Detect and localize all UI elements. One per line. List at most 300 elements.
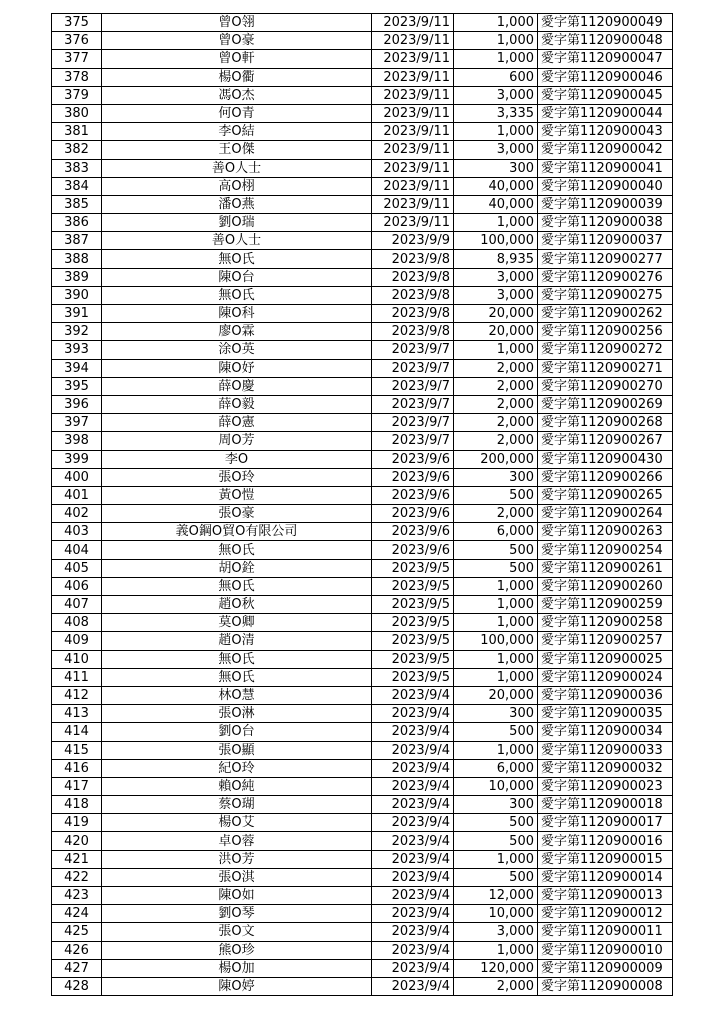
row-number-cell: 400 (52, 468, 102, 486)
table-row (52, 596, 673, 614)
receipt-number-cell: 愛字第1120900010 (538, 941, 673, 959)
donor-name-cell: 薛O慶 (102, 377, 372, 395)
donation-date-cell: 2023/9/11 (372, 50, 454, 68)
donation-date-cell: 2023/9/4 (372, 705, 454, 723)
donation-date-cell: 2023/9/11 (372, 141, 454, 159)
donation-amount-cell: 1,000 (454, 341, 538, 359)
donation-date-cell: 2023/9/11 (372, 68, 454, 86)
receipt-number-cell: 愛字第1120900258 (538, 614, 673, 632)
receipt-number-cell: 愛字第1120900041 (538, 159, 673, 177)
table-row (52, 686, 673, 704)
donation-date-cell: 2023/9/6 (372, 450, 454, 468)
donor-name-cell: 陳O妤 (102, 359, 372, 377)
receipt-number-cell: 愛字第1120900256 (538, 323, 673, 341)
donation-amount-cell: 300 (454, 705, 538, 723)
donor-name-cell: 趙O秋 (102, 596, 372, 614)
row-number-cell: 387 (52, 232, 102, 250)
row-number-cell: 392 (52, 323, 102, 341)
row-number-cell: 383 (52, 159, 102, 177)
row-number-cell: 386 (52, 214, 102, 232)
donor-name-cell: 曾O軒 (102, 50, 372, 68)
donation-date-cell: 2023/9/8 (372, 250, 454, 268)
donation-date-cell: 2023/9/11 (372, 14, 454, 32)
receipt-number-cell: 愛字第1120900034 (538, 723, 673, 741)
donation-date-cell: 2023/9/7 (372, 395, 454, 413)
receipt-number-cell: 愛字第1120900261 (538, 559, 673, 577)
donation-date-cell: 2023/9/5 (372, 668, 454, 686)
row-number-cell: 388 (52, 250, 102, 268)
donation-date-cell: 2023/9/4 (372, 759, 454, 777)
donation-date-cell: 2023/9/8 (372, 268, 454, 286)
donation-amount-cell: 6,000 (454, 523, 538, 541)
donation-date-cell: 2023/9/11 (372, 159, 454, 177)
receipt-number-cell: 愛字第1120900047 (538, 50, 673, 68)
donation-amount-cell: 500 (454, 723, 538, 741)
receipt-number-cell: 愛字第1120900259 (538, 596, 673, 614)
table-row (52, 286, 673, 304)
receipt-number-cell: 愛字第1120900036 (538, 686, 673, 704)
donation-amount-cell: 1,000 (454, 941, 538, 959)
donor-name-cell: 張O文 (102, 923, 372, 941)
donation-date-cell: 2023/9/8 (372, 323, 454, 341)
donation-date-cell: 2023/9/4 (372, 796, 454, 814)
donation-amount-cell: 2,000 (454, 505, 538, 523)
donation-date-cell: 2023/9/11 (372, 104, 454, 122)
donation-date-cell: 2023/9/4 (372, 686, 454, 704)
table-row (52, 50, 673, 68)
donation-date-cell: 2023/9/11 (372, 86, 454, 104)
donor-name-cell: 李O結 (102, 123, 372, 141)
donation-amount-cell: 500 (454, 868, 538, 886)
donor-name-cell: 無O氏 (102, 668, 372, 686)
table-row (52, 141, 673, 159)
donor-name-cell: 薛O毅 (102, 395, 372, 413)
donor-name-cell: 張O豪 (102, 505, 372, 523)
donor-name-cell: 張O淇 (102, 868, 372, 886)
donation-date-cell: 2023/9/4 (372, 941, 454, 959)
donation-amount-cell: 500 (454, 541, 538, 559)
receipt-number-cell: 愛字第1120900017 (538, 814, 673, 832)
row-number-cell: 415 (52, 741, 102, 759)
row-number-cell: 376 (52, 32, 102, 50)
row-number-cell: 423 (52, 887, 102, 905)
donation-amount-cell: 3,335 (454, 104, 538, 122)
row-number-cell: 379 (52, 86, 102, 104)
receipt-number-cell: 愛字第1120900043 (538, 123, 673, 141)
receipt-number-cell: 愛字第1120900012 (538, 905, 673, 923)
donation-date-cell: 2023/9/4 (372, 777, 454, 795)
donor-name-cell: 陳O婷 (102, 977, 372, 995)
receipt-number-cell: 愛字第1120900276 (538, 268, 673, 286)
row-number-cell: 380 (52, 104, 102, 122)
row-number-cell: 427 (52, 959, 102, 977)
receipt-number-cell: 愛字第1120900009 (538, 959, 673, 977)
receipt-number-cell: 愛字第1120900014 (538, 868, 673, 886)
donor-name-cell: 蔡O瑚 (102, 796, 372, 814)
row-number-cell: 402 (52, 505, 102, 523)
receipt-number-cell: 愛字第1120900035 (538, 705, 673, 723)
row-number-cell: 382 (52, 141, 102, 159)
donation-amount-cell: 20,000 (454, 686, 538, 704)
donor-name-cell: 涂O英 (102, 341, 372, 359)
table-row (52, 796, 673, 814)
donor-name-cell: 洪O芳 (102, 850, 372, 868)
donor-name-cell: 劉O琴 (102, 905, 372, 923)
receipt-number-cell: 愛字第1120900025 (538, 650, 673, 668)
table-row (52, 123, 673, 141)
donation-date-cell: 2023/9/7 (372, 341, 454, 359)
receipt-number-cell: 愛字第1120900040 (538, 177, 673, 195)
receipt-number-cell: 愛字第1120900011 (538, 923, 673, 941)
receipt-number-cell: 愛字第1120900033 (538, 741, 673, 759)
row-number-cell: 396 (52, 395, 102, 413)
row-number-cell: 381 (52, 123, 102, 141)
donor-name-cell: 莫O卿 (102, 614, 372, 632)
donation-table-body (52, 14, 673, 996)
donation-amount-cell: 8,935 (454, 250, 538, 268)
donation-date-cell: 2023/9/5 (372, 559, 454, 577)
donation-date-cell: 2023/9/7 (372, 377, 454, 395)
row-number-cell: 421 (52, 850, 102, 868)
receipt-number-cell: 愛字第1120900048 (538, 32, 673, 50)
table-row (52, 159, 673, 177)
donation-amount-cell: 2,000 (454, 432, 538, 450)
donor-name-cell: 劉O台 (102, 723, 372, 741)
table-row (52, 505, 673, 523)
donation-amount-cell: 100,000 (454, 632, 538, 650)
donation-date-cell: 2023/9/5 (372, 596, 454, 614)
donor-name-cell: 廖O霖 (102, 323, 372, 341)
donation-amount-cell: 1,000 (454, 650, 538, 668)
donor-name-cell: 黃O愷 (102, 486, 372, 504)
row-number-cell: 375 (52, 14, 102, 32)
donation-amount-cell: 10,000 (454, 905, 538, 923)
row-number-cell: 391 (52, 305, 102, 323)
donation-date-cell: 2023/9/4 (372, 905, 454, 923)
donation-table (51, 13, 673, 996)
receipt-number-cell: 愛字第1120900269 (538, 395, 673, 413)
table-row (52, 705, 673, 723)
donation-date-cell: 2023/9/11 (372, 195, 454, 213)
donor-name-cell: 陳O科 (102, 305, 372, 323)
donation-date-cell: 2023/9/6 (372, 468, 454, 486)
row-number-cell: 424 (52, 905, 102, 923)
donation-amount-cell: 2,000 (454, 377, 538, 395)
table-row (52, 541, 673, 559)
donation-amount-cell: 40,000 (454, 195, 538, 213)
table-row (52, 32, 673, 50)
donation-amount-cell: 20,000 (454, 305, 538, 323)
receipt-number-cell: 愛字第1120900430 (538, 450, 673, 468)
donation-date-cell: 2023/9/4 (372, 887, 454, 905)
donor-name-cell: 潘O燕 (102, 195, 372, 213)
donor-name-cell: 善O人士 (102, 159, 372, 177)
row-number-cell: 407 (52, 596, 102, 614)
donation-date-cell: 2023/9/4 (372, 723, 454, 741)
donation-date-cell: 2023/9/7 (372, 414, 454, 432)
donor-name-cell: 馮O杰 (102, 86, 372, 104)
donor-name-cell: 高O栩 (102, 177, 372, 195)
donation-date-cell: 2023/9/7 (372, 432, 454, 450)
table-row (52, 250, 673, 268)
donation-date-cell: 2023/9/4 (372, 832, 454, 850)
table-row (52, 450, 673, 468)
row-number-cell: 422 (52, 868, 102, 886)
donation-amount-cell: 1,000 (454, 596, 538, 614)
table-row (52, 741, 673, 759)
donation-date-cell: 2023/9/11 (372, 123, 454, 141)
table-row (52, 486, 673, 504)
receipt-number-cell: 愛字第1120900262 (538, 305, 673, 323)
table-row (52, 86, 673, 104)
donation-amount-cell: 3,000 (454, 268, 538, 286)
donor-name-cell: 薛O憲 (102, 414, 372, 432)
donor-name-cell: 林O慧 (102, 686, 372, 704)
donation-amount-cell: 2,000 (454, 977, 538, 995)
donor-name-cell: 無O氏 (102, 650, 372, 668)
receipt-number-cell: 愛字第1120900008 (538, 977, 673, 995)
donation-date-cell: 2023/9/4 (372, 814, 454, 832)
donor-name-cell: 陳O台 (102, 268, 372, 286)
table-row (52, 305, 673, 323)
donor-name-cell: 楊O加 (102, 959, 372, 977)
receipt-number-cell: 愛字第1120900260 (538, 577, 673, 595)
receipt-number-cell: 愛字第1120900037 (538, 232, 673, 250)
donor-name-cell: 張O玲 (102, 468, 372, 486)
row-number-cell: 389 (52, 268, 102, 286)
donation-date-cell: 2023/9/6 (372, 523, 454, 541)
donation-amount-cell: 10,000 (454, 777, 538, 795)
table-row (52, 232, 673, 250)
row-number-cell: 425 (52, 923, 102, 941)
row-number-cell: 395 (52, 377, 102, 395)
row-number-cell: 419 (52, 814, 102, 832)
receipt-number-cell: 愛字第1120900266 (538, 468, 673, 486)
row-number-cell: 417 (52, 777, 102, 795)
table-row (52, 104, 673, 122)
donation-amount-cell: 120,000 (454, 959, 538, 977)
receipt-number-cell: 愛字第1120900277 (538, 250, 673, 268)
row-number-cell: 405 (52, 559, 102, 577)
receipt-number-cell: 愛字第1120900272 (538, 341, 673, 359)
donation-date-cell: 2023/9/4 (372, 959, 454, 977)
donation-date-cell: 2023/9/7 (372, 359, 454, 377)
table-row (52, 887, 673, 905)
receipt-number-cell: 愛字第1120900257 (538, 632, 673, 650)
donor-name-cell: 劉O瑞 (102, 214, 372, 232)
donation-date-cell: 2023/9/8 (372, 286, 454, 304)
table-row (52, 559, 673, 577)
table-row (52, 850, 673, 868)
donation-date-cell: 2023/9/4 (372, 741, 454, 759)
table-row (52, 268, 673, 286)
donor-name-cell: 楊O艾 (102, 814, 372, 832)
table-row (52, 177, 673, 195)
donation-amount-cell: 20,000 (454, 323, 538, 341)
donor-name-cell: 王O傑 (102, 141, 372, 159)
donation-amount-cell: 3,000 (454, 286, 538, 304)
donation-amount-cell: 1,000 (454, 123, 538, 141)
receipt-number-cell: 愛字第1120900254 (538, 541, 673, 559)
row-number-cell: 385 (52, 195, 102, 213)
donation-amount-cell: 300 (454, 468, 538, 486)
donor-name-cell: 無O氏 (102, 577, 372, 595)
receipt-number-cell: 愛字第1120900032 (538, 759, 673, 777)
donation-amount-cell: 100,000 (454, 232, 538, 250)
row-number-cell: 416 (52, 759, 102, 777)
receipt-number-cell: 愛字第1120900267 (538, 432, 673, 450)
donor-name-cell: 無O氏 (102, 250, 372, 268)
table-row (52, 759, 673, 777)
donation-amount-cell: 1,000 (454, 614, 538, 632)
table-row (52, 832, 673, 850)
donor-name-cell: 張O顯 (102, 741, 372, 759)
donation-amount-cell: 500 (454, 486, 538, 504)
donation-amount-cell: 1,000 (454, 214, 538, 232)
table-row (52, 14, 673, 32)
donation-date-cell: 2023/9/5 (372, 650, 454, 668)
table-row (52, 323, 673, 341)
donation-amount-cell: 12,000 (454, 887, 538, 905)
donor-name-cell: 曾O豪 (102, 32, 372, 50)
donation-amount-cell: 2,000 (454, 395, 538, 413)
donation-date-cell: 2023/9/6 (372, 541, 454, 559)
row-number-cell: 414 (52, 723, 102, 741)
table-row (52, 214, 673, 232)
row-number-cell: 406 (52, 577, 102, 595)
receipt-number-cell: 愛字第1120900024 (538, 668, 673, 686)
row-number-cell: 390 (52, 286, 102, 304)
donation-amount-cell: 3,000 (454, 141, 538, 159)
donor-name-cell: 趙O清 (102, 632, 372, 650)
donation-amount-cell: 1,000 (454, 850, 538, 868)
receipt-number-cell: 愛字第1120900013 (538, 887, 673, 905)
donor-name-cell: 無O氏 (102, 541, 372, 559)
receipt-number-cell: 愛字第1120900049 (538, 14, 673, 32)
receipt-number-cell: 愛字第1120900046 (538, 68, 673, 86)
donor-name-cell: 善O人士 (102, 232, 372, 250)
donation-amount-cell: 500 (454, 814, 538, 832)
row-number-cell: 413 (52, 705, 102, 723)
row-number-cell: 399 (52, 450, 102, 468)
row-number-cell: 412 (52, 686, 102, 704)
donation-amount-cell: 1,000 (454, 668, 538, 686)
donation-date-cell: 2023/9/4 (372, 923, 454, 941)
row-number-cell: 418 (52, 796, 102, 814)
row-number-cell: 428 (52, 977, 102, 995)
donor-name-cell: 無O氏 (102, 286, 372, 304)
table-row (52, 341, 673, 359)
table-row (52, 632, 673, 650)
donation-amount-cell: 1,000 (454, 32, 538, 50)
table-row (52, 941, 673, 959)
donation-amount-cell: 3,000 (454, 86, 538, 104)
receipt-number-cell: 愛字第1120900263 (538, 523, 673, 541)
donation-date-cell: 2023/9/4 (372, 977, 454, 995)
row-number-cell: 410 (52, 650, 102, 668)
row-number-cell: 377 (52, 50, 102, 68)
row-number-cell: 401 (52, 486, 102, 504)
receipt-number-cell: 愛字第1120900045 (538, 86, 673, 104)
donor-name-cell: 紀O玲 (102, 759, 372, 777)
donor-name-cell: 陳O如 (102, 887, 372, 905)
row-number-cell: 426 (52, 941, 102, 959)
donation-amount-cell: 1,000 (454, 50, 538, 68)
donor-name-cell: 胡O銓 (102, 559, 372, 577)
donation-amount-cell: 3,000 (454, 923, 538, 941)
donation-date-cell: 2023/9/9 (372, 232, 454, 250)
donation-date-cell: 2023/9/5 (372, 632, 454, 650)
row-number-cell: 393 (52, 341, 102, 359)
table-row (52, 723, 673, 741)
donation-amount-cell: 1,000 (454, 577, 538, 595)
table-row (52, 577, 673, 595)
receipt-number-cell: 愛字第1120900038 (538, 214, 673, 232)
table-row (52, 868, 673, 886)
donation-date-cell: 2023/9/4 (372, 850, 454, 868)
donation-date-cell: 2023/9/5 (372, 614, 454, 632)
donation-date-cell: 2023/9/11 (372, 177, 454, 195)
receipt-number-cell: 愛字第1120900018 (538, 796, 673, 814)
row-number-cell: 397 (52, 414, 102, 432)
donor-name-cell: 張O淋 (102, 705, 372, 723)
donation-amount-cell: 300 (454, 159, 538, 177)
receipt-number-cell: 愛字第1120900042 (538, 141, 673, 159)
table-row (52, 959, 673, 977)
donation-amount-cell: 200,000 (454, 450, 538, 468)
row-number-cell: 408 (52, 614, 102, 632)
receipt-number-cell: 愛字第1120900265 (538, 486, 673, 504)
table-row (52, 668, 673, 686)
receipt-number-cell: 愛字第1120900270 (538, 377, 673, 395)
table-row (52, 777, 673, 795)
table-row (52, 395, 673, 413)
table-row (52, 468, 673, 486)
row-number-cell: 384 (52, 177, 102, 195)
receipt-number-cell: 愛字第1120900016 (538, 832, 673, 850)
table-row (52, 377, 673, 395)
table-row (52, 523, 673, 541)
table-row (52, 614, 673, 632)
donation-date-cell: 2023/9/4 (372, 868, 454, 886)
donation-amount-cell: 6,000 (454, 759, 538, 777)
donor-name-cell: 何O青 (102, 104, 372, 122)
row-number-cell: 420 (52, 832, 102, 850)
table-row (52, 923, 673, 941)
row-number-cell: 404 (52, 541, 102, 559)
donation-date-cell: 2023/9/8 (372, 305, 454, 323)
table-row (52, 68, 673, 86)
donor-name-cell: 李O (102, 450, 372, 468)
donor-name-cell: 周O芳 (102, 432, 372, 450)
donation-amount-cell: 600 (454, 68, 538, 86)
donation-date-cell: 2023/9/6 (372, 486, 454, 504)
donor-name-cell: 義O鋼O貿O有限公司 (102, 523, 372, 541)
donation-date-cell: 2023/9/6 (372, 505, 454, 523)
table-row (52, 359, 673, 377)
donation-amount-cell: 300 (454, 796, 538, 814)
donor-name-cell: 曾O翎 (102, 14, 372, 32)
table-row (52, 414, 673, 432)
donation-amount-cell: 1,000 (454, 14, 538, 32)
table-row (52, 814, 673, 832)
donation-amount-cell: 1,000 (454, 741, 538, 759)
donation-date-cell: 2023/9/11 (372, 214, 454, 232)
donation-amount-cell: 2,000 (454, 414, 538, 432)
row-number-cell: 378 (52, 68, 102, 86)
donor-name-cell: 卓O蓉 (102, 832, 372, 850)
row-number-cell: 409 (52, 632, 102, 650)
